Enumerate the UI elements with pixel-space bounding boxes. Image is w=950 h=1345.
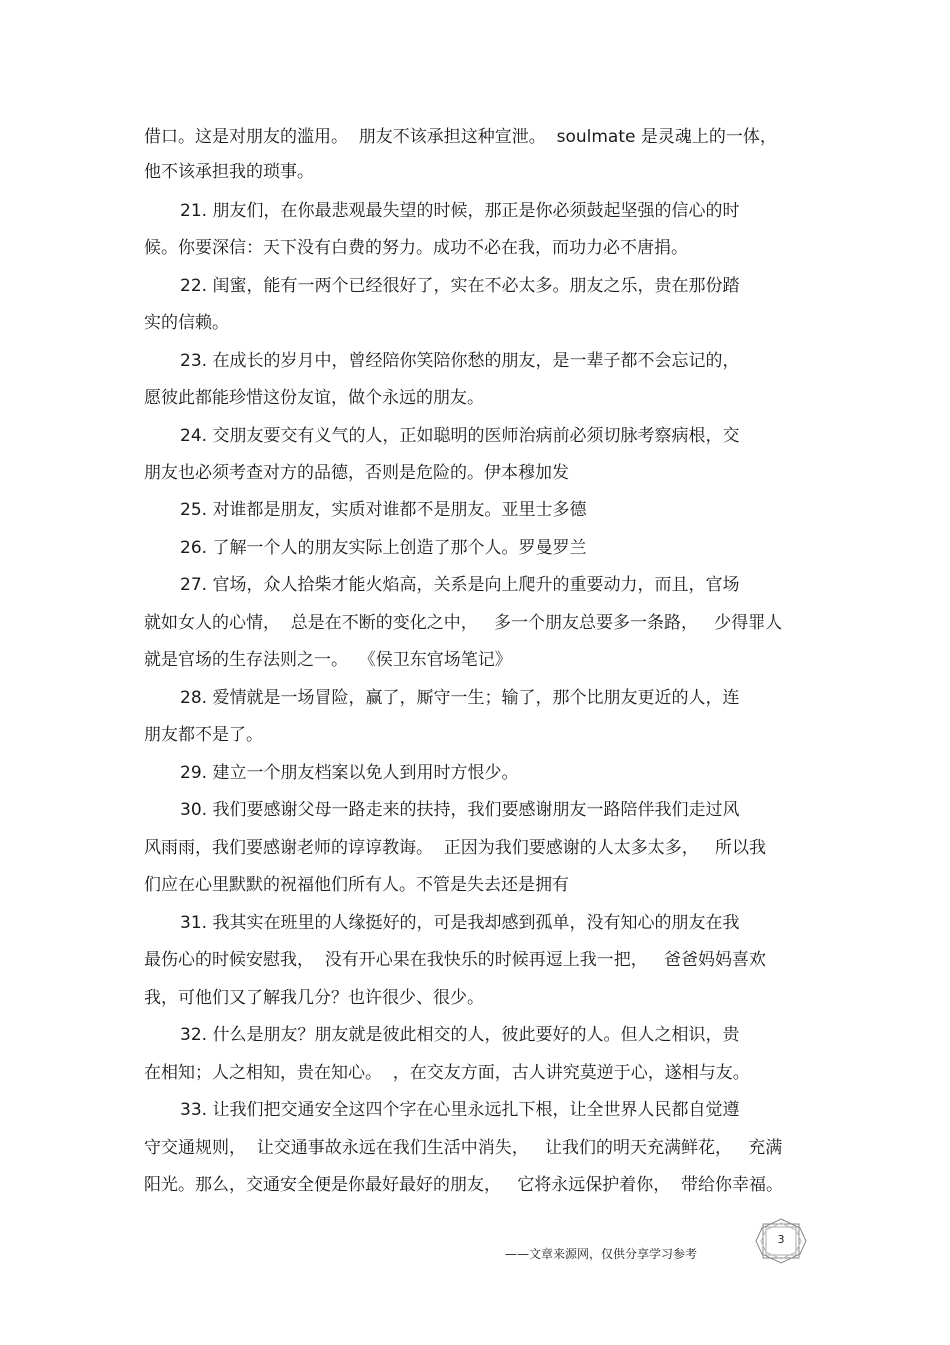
text-line: 阳光。那么，交通安全便是你最好最好的朋友， 它将永远保护着你， 带给你幸福。 — [144, 1175, 784, 1195]
text-line: 借口。这是对朋友的滥用。 朋友不该承担这种宣泄。 soulmate 是灵魂上的一体， — [144, 127, 777, 147]
text-line: 在相知；人之相知，贵在知心。 ，在交友方面，古人讲究莫逆于心，遂相与友。 — [144, 1063, 750, 1083]
text-line: 朋友也必须考查对方的品德，否则是危险的。伊本穆加发 — [144, 463, 569, 483]
text-line: 32. 什么是朋友？朋友就是彼此相交的人，彼此要好的人。但人之相识，贵 — [180, 1025, 740, 1045]
text-line: 风雨雨，我们要感谢老师的谆谆教诲。 正因为我们要感谢的人太多太多， 所以我 — [144, 838, 767, 858]
text-line: 就如女人的心情， 总是在不断的变化之中， 多一个朋友总要多一条路， 少得罪人 — [144, 613, 783, 633]
text-line: 24. 交朋友要交有义气的人，正如聪明的医师治病前必须切脉考察病根，交 — [180, 426, 740, 446]
text-line: 31. 我其实在班里的人缘挺好的，可是我却感到孤单，没有知心的朋友在我 — [180, 913, 740, 933]
text-line: 最伤心的时候安慰我， 没有开心果在我快乐的时候再逗上我一把， 爸爸妈妈喜欢 — [144, 950, 767, 970]
text-line: 实的信赖。 — [144, 313, 229, 333]
text-line: 23. 在成长的岁月中，曾经陪你笑陪你愁的朋友，是一辈子都不会忘记的， — [180, 351, 740, 371]
text-line: 33. 让我们把交通安全这四个字在心里永远扎下根，让全世界人民都自觉遵 — [180, 1100, 740, 1120]
text-line: 他不该承担我的琐事。 — [144, 162, 314, 182]
text-line: 22. 闺蜜，能有一两个已经很好了，实在不必太多。朋友之乐，贵在那份踏 — [180, 276, 740, 296]
footer-source-note: ——文章来源网，仅供分享学习参考 — [505, 1247, 698, 1261]
page-number-badge — [755, 1218, 807, 1264]
text-line: 守交通规则， 让交通事故永远在我们生活中消失， 让我们的明天充满鲜花， 充满 — [144, 1138, 783, 1158]
text-line: 们应在心里默默的祝福他们所有人。不管是失去还是拥有 — [144, 875, 569, 895]
text-line: 21. 朋友们，在你最悲观最失望的时候，那正是你必须鼓起坚强的信心的时 — [180, 201, 740, 221]
text-line: 就是官场的生存法则之一。 《侯卫东官场笔记》 — [144, 650, 512, 670]
text-line: 29. 建立一个朋友档案以免人到用时方恨少。 — [180, 763, 519, 783]
text-line: 28. 爱情就是一场冒险，赢了，厮守一生；输了，那个比朋友更近的人，连 — [180, 688, 740, 708]
text-line: 候。你要深信：天下没有白费的努力。成功不必在我，而功力必不唐捐。 — [144, 238, 688, 258]
text-line: 27. 官场，众人拾柴才能火焰高，关系是向上爬升的重要动力，而且，官场 — [180, 575, 740, 595]
text-line: 25. 对谁都是朋友，实质对谁都不是朋友。亚里士多德 — [180, 500, 587, 520]
page-number: 3 — [777, 1233, 785, 1246]
text-line: 愿彼此都能珍惜这份友谊，做个永远的朋友。 — [144, 388, 484, 408]
text-line: 我，可他们又了解我几分？也许很少、很少。 — [144, 988, 484, 1008]
text-line: 30. 我们要感谢父母一路走来的扶持，我们要感谢朋友一路陪伴我们走过风 — [180, 800, 740, 820]
text-line: 26. 了解一个人的朋友实际上创造了那个人。罗曼罗兰 — [180, 538, 587, 558]
text-line: 朋友都不是了。 — [144, 725, 263, 745]
